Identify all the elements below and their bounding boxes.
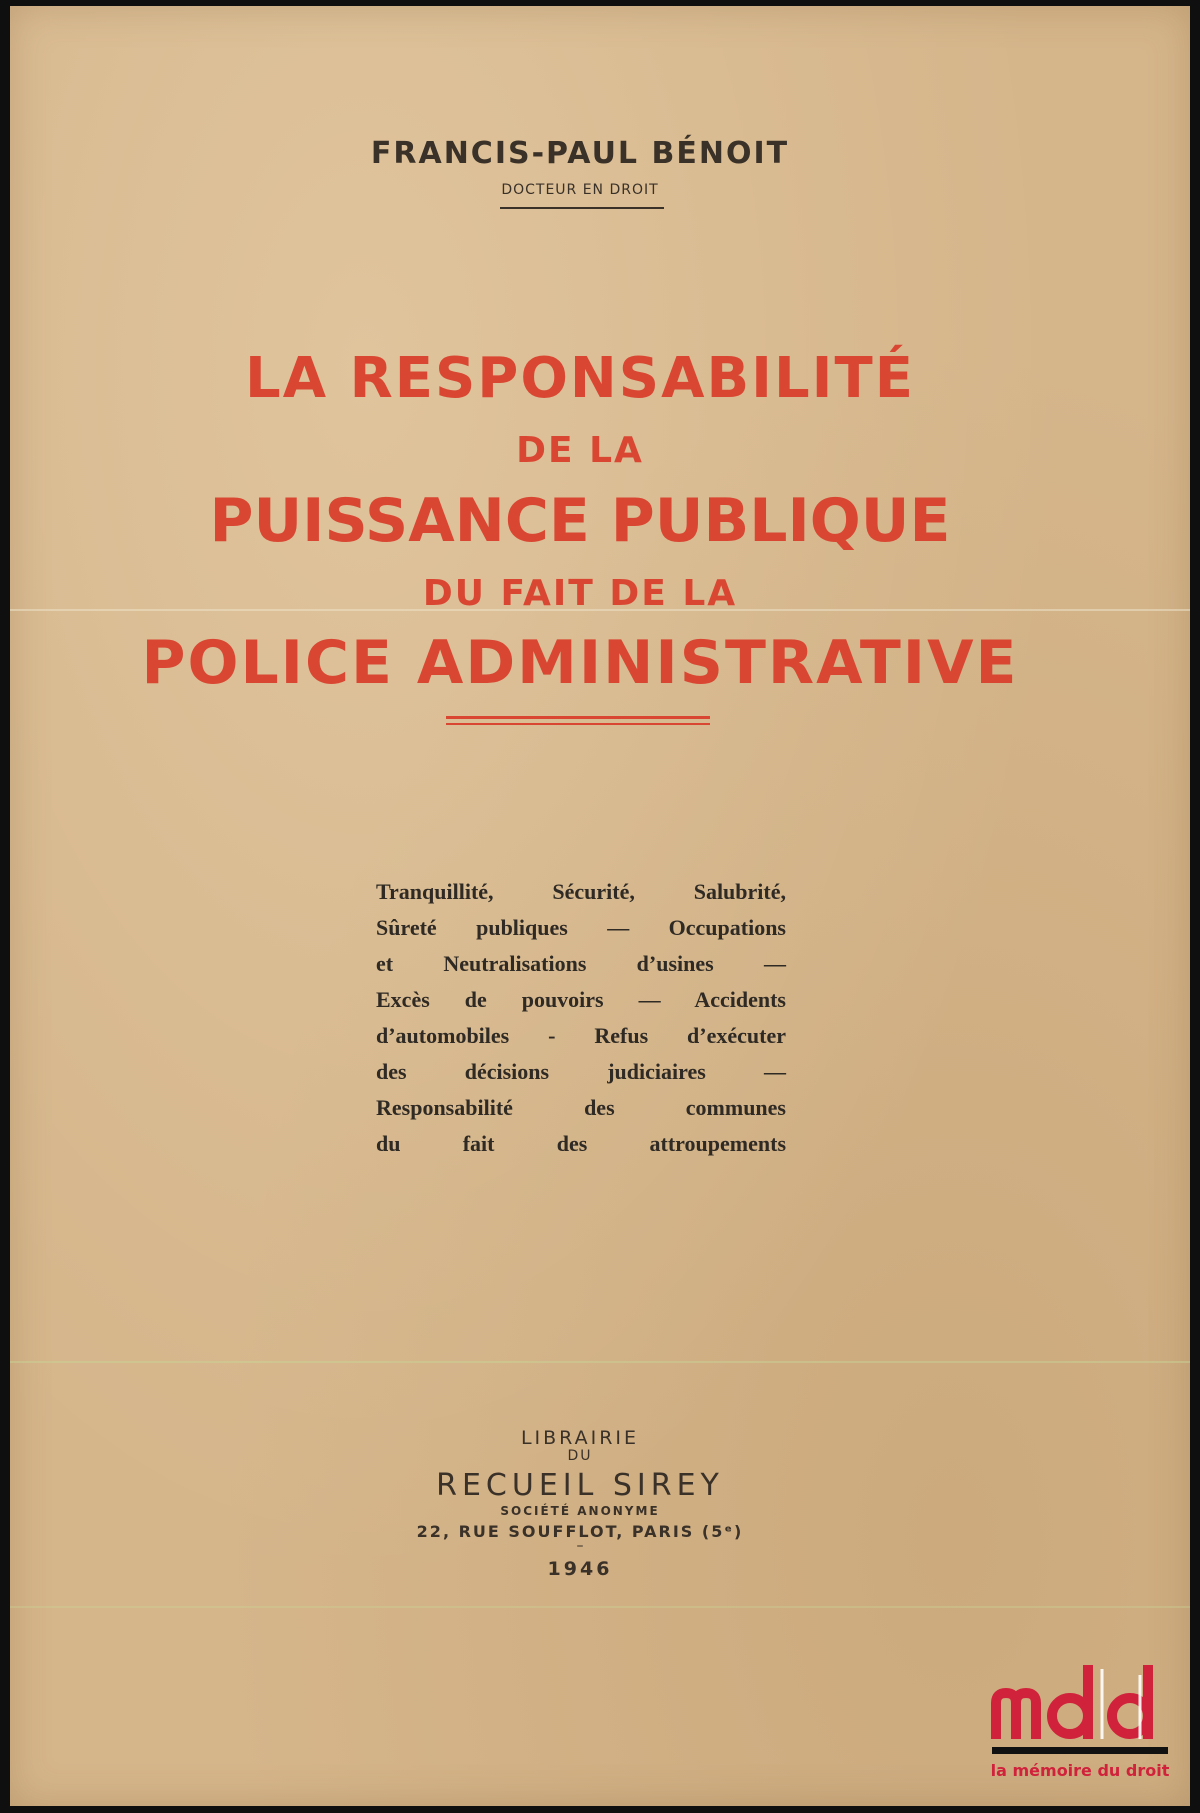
logo-bar xyxy=(992,1747,1168,1754)
subject-line: Sûreté publiques — Occupations xyxy=(376,915,786,940)
subject-list xyxy=(376,874,786,1162)
title-line-5: POLICE ADMINISTRATIVE xyxy=(141,628,1019,698)
book-cover xyxy=(10,6,1190,1806)
paper-fold-line xyxy=(10,1361,1190,1363)
subject-line: du fait des attroupements xyxy=(376,1131,786,1156)
publisher-separator: – xyxy=(576,1538,584,1554)
subject-line: Responsabilité des communes xyxy=(376,1095,786,1120)
subject-line: d’automobiles - Refus d’exécuter xyxy=(376,1023,786,1048)
title-rule xyxy=(446,723,710,725)
title-line-2: DE LA xyxy=(516,430,644,471)
subject-line: et Neutralisations d’usines — xyxy=(376,951,786,976)
publisher-address: 22, RUE SOUFFLOT, PARIS (5ᵉ) xyxy=(416,1522,744,1541)
mdd-logo xyxy=(990,1655,1170,1780)
subject-line: des décisions judiciaires — xyxy=(376,1059,786,1084)
title-line-4: DU FAIT DE LA xyxy=(422,573,738,614)
author-underline xyxy=(500,207,664,209)
logo-tagline: la mémoire du droit xyxy=(990,1761,1170,1780)
publication-year: 1946 xyxy=(547,1558,613,1580)
mdd-wordmark-icon xyxy=(990,1655,1170,1747)
title-line-3: PUISSANCE PUBLIQUE xyxy=(209,486,951,556)
title-line-1: LA RESPONSABILITÉ xyxy=(245,346,915,411)
publisher-line-1: LIBRAIRIE xyxy=(520,1427,640,1449)
author-name: FRANCIS-PAUL BÉNOIT xyxy=(370,136,790,171)
title-rule xyxy=(446,716,710,719)
paper-fold-line xyxy=(10,1606,1190,1608)
publisher-line-2: DU xyxy=(567,1448,593,1464)
author-degree: DOCTEUR EN DROIT xyxy=(501,182,659,198)
subject-line: Excès de pouvoirs — Accidents xyxy=(376,987,786,1012)
publisher-name: RECUEIL SIREY xyxy=(436,1468,724,1503)
subject-line: Tranquillité, Sécurité, Salubrité, xyxy=(376,879,786,904)
publisher-company-type: SOCIÉTÉ ANONYME xyxy=(500,1504,660,1518)
